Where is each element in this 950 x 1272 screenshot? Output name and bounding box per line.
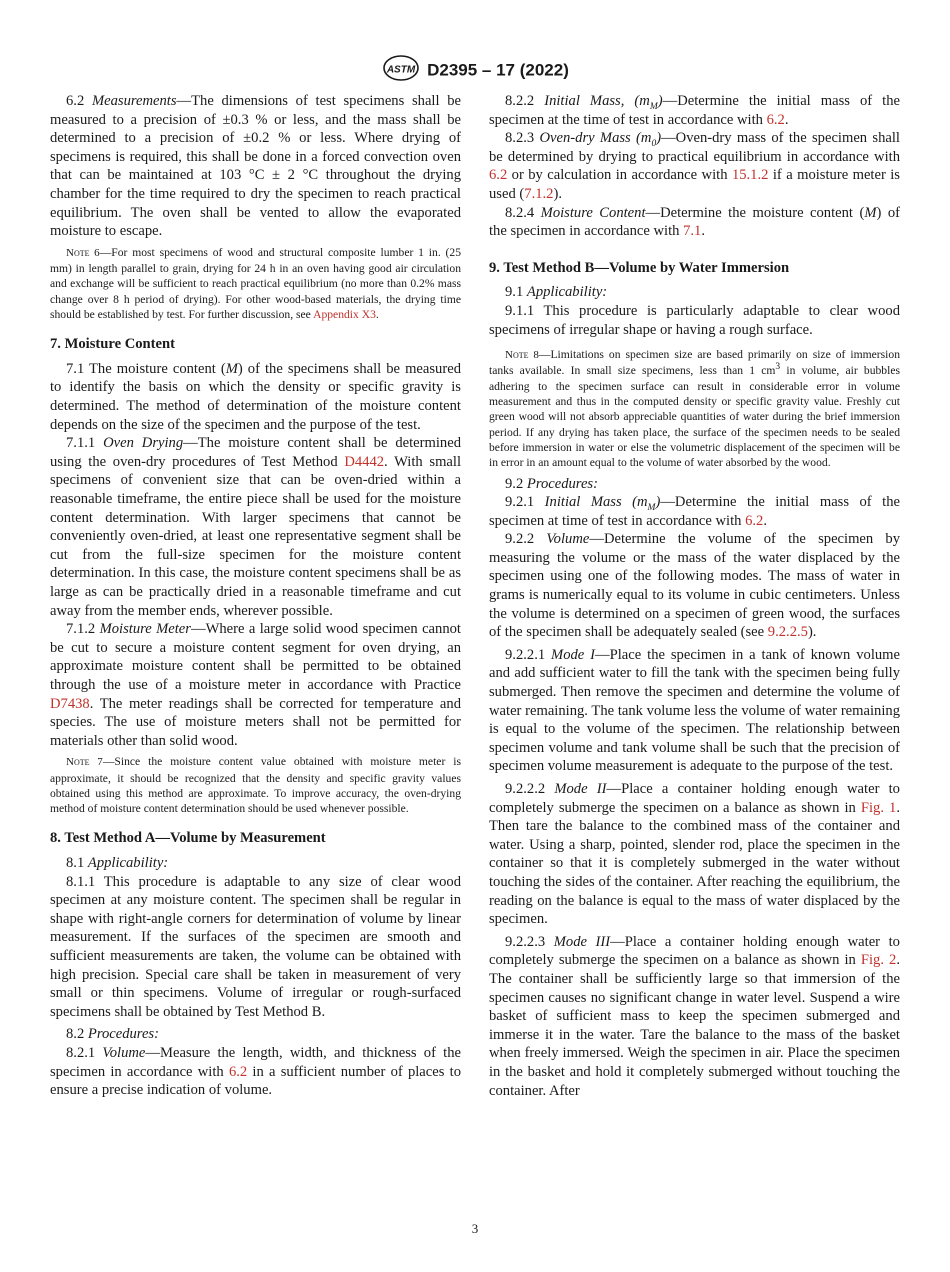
logo-text: ASTM <box>386 64 416 76</box>
note-8: Note 8—Limitations on specimen size are based primarily on size of immersion tanks available. In small size specimens, less than 1 $cm^3$ in volume, air bubbles adhering to the specimen surface can result in considerable error in volume measurement and thus in the computed density or specific gravity value. Freshly cut green wood will not absorb appreciable quantities of water during the brief immersion period. If any drying has taken place, the surface of the specimen needs to be sealed before immersion in water or else the volumetric displacement of the specimen will be in error in an amount equal to the volume of water absorbed by the wood. <box>489 348 900 470</box>
page-number: 3 <box>471 1221 479 1236</box>
section-9-1-1: 9.1.1 This procedure is particularly adaptable to clear wood specimens of irregular shape or having a rough surface. <box>489 302 900 338</box>
section-8-1: 8.1 Applicability: <box>66 855 169 872</box>
page-header <box>0 54 950 87</box>
link-6-2[interactable]: 6.2 <box>745 512 764 529</box>
section-9-2: 9.2 Procedures: <box>505 475 598 492</box>
section-7-1-1: 7.1.1 Oven Drying—The moisture content shall be determined using the oven-dry procedures of Test Method D4442. With small specimens of convenient size that can be oven-dried within a reasonable timeframe, the entire piece shall be used for the moisture content determination. With larger specimens that cannot be conveniently oven-dried, at least one representative segment shall be cut from the full-size specimen for the moisture content determination. In this case, the moisture content specimens shall be as large as can be practically dried in a reasonable timeframe and cut away from the member ends, wherever possible. <box>50 435 462 619</box>
document-code: D2395 – 17 (2022) <box>427 60 569 80</box>
section-8-2-2: 8.2.2 Initial Mass, $(m_M)—Determine$ the initial mass of the specimen at the time of test in accordance with 6.2. <box>489 93 900 128</box>
left-column <box>50 92 461 1100</box>
link-6-2[interactable]: 6.2 <box>766 111 785 128</box>
link-d4442[interactable]: D4442 <box>344 453 385 470</box>
link-fig-2[interactable]: Fig. 2 <box>860 952 897 969</box>
astm-logo-icon <box>381 54 421 87</box>
section-7-1-2: 7.1.2 Moisture Meter—Where a large solid wood specimen cannot be cut to secure a moisture content segment for oven drying, an approximate moisture content shall be permitted to be obtained through the use of a moisture meter in accordance with Practice D7438. The meter readings shall be corrected for temperature and species. The use of moisture meters shall not be permitted for materials other than solid wood. <box>50 621 461 749</box>
section-8-2-4: 8.2.4 Moisture Content—Determine the moisture content (M) of the specimen in accordance with 7.1. <box>489 204 900 240</box>
section-9-2-2-1: 9.2.2.1 Mode I—Place the specimen in a tank of known volume and add sufficient water to fill the tank with the specimen being fully submerged. Then remove the specimen and determine the volume of water remaining. The tank volume less the volume of water remaining is equal to the volume of the specimen. The relationship between specimen volume and tank volume shall be such that the precision of specimen volume measurement is adequate to the purpose of the test. <box>489 646 900 775</box>
section-9-2-1: 9.2.1 Initial Mass $(m_M)—Determine$ the initial mass of the specimen at time of test in accordance with 6.2. <box>489 494 900 529</box>
section-8-2: 8.2 Procedures: <box>66 1026 159 1043</box>
heading-8: 8. Test Method A—Volume by Measurement <box>50 830 326 847</box>
link-6-2[interactable]: 6.2 <box>489 167 508 184</box>
section-8-2-1: 8.2.1 Volume—Measure the length, width, and thickness of the specimen in accordance with 6.2 in a sufficient number of places to ensure a precise indication of volume. <box>50 1045 462 1099</box>
section-9-2-2-3: 9.2.2.3 Mode III—Place a container holding enough water to completely submerge the specimen on a balance as shown in Fig. 2. The container shall be sufficiently large so that immersion of the specimen causes no significant change in water level. Suspend a wire basket of sufficient mass to keep the specimen submerged and immerse it in the water. Tare the balance to the mass of the basket when freely immersed. Weigh the specimen in air. Place the specimen in the basket and hold it completely submerged without touching the container. After <box>489 933 900 1099</box>
section-8-2-3: 8.2.3 Oven-dry Mass $(m_0)—Oven$-dry mass of the specimen shall be determined by drying to practical equilibrium in accordance with 6.2 or by calculation in accordance with 15.1.2 if a moisture meter is used (7.1.2). <box>489 130 900 202</box>
section-9-2-2: 9.2.2 Volume—Determine the volume of the specimen by measuring the volume or the mass of the water displaced by the specimen using one of the following modes. The mass of water in grams is numerically equal to its volume in cubic centimeters. Unless the volume is determined on a specimen of green wood, the surfaces of the specimen shall be adequately sealed (see 9.2.2.5). <box>489 531 900 641</box>
note-6: Note 6—For most specimens of wood and structural composite lumber 1 in. (25 mm) in length parallel to grain, drying for 24 h in an oven having good air circulation and exchange will be sufficient to reach practical equilibrium (no more than 0.2% mass change over 8 h period of drying). For other wood-based materials, the drying time should be established by test. For further discussion, see Appendix X3. <box>50 245 461 321</box>
link-9-2-2-5[interactable]: 9.2.2.5 <box>767 624 808 641</box>
link-6-2[interactable]: 6.2 <box>228 1063 248 1080</box>
link-7-1-2[interactable]: 7.1.2 <box>524 185 554 202</box>
right-column <box>489 92 900 1100</box>
link-d7438[interactable]: D7438 <box>50 695 90 712</box>
section-9-1: 9.1 Applicability: <box>505 284 608 301</box>
link-7-1[interactable]: 7.1 <box>683 223 702 240</box>
section-6-2: 6.2 Measurements—The dimensions of test specimens shall be measured to a precision of ±0.3 % or less, and the mass shall be determined to a precision of ±0.2 % or less. Where drying of specimens is required, this shall be done in a forced convection oven that can be maintained at 103 °C ± 2 °C throughout the drying chamber for the time required to dry the specimen to reach practical equilibrium. The oven shall be vented to allow the evaporated moisture to escape. <box>50 93 461 240</box>
section-9-2-2-2: 9.2.2.2 Mode II—Place a container holding enough water to completely submerge the specimen on a balance as shown in Fig. 1. Then tare the balance to the combined mass of the container and water. Using a sharp, pointed, slender rod, place the specimen in the container so that it is completely submerged in the water without touching the sides of the container. After reaching the equilibrium, the reading on the balance is equal to the mass of water displaced by the specimen. <box>489 781 900 928</box>
section-8-1-1: 8.1.1 This procedure is adaptable to any size of clear wood specimen at any moisture content. The specimen shall be regular in shape with right-angle corners for determination of volume by linear measurement. If the surfaces of the specimen are smooth and sufficient measurements are taken, the volume can be obtained with high precision. Special care shall be taken in measurement of very small or thin specimens. Volume of irregular or rough-surfaced specimens shall be obtained by Test Method B. <box>50 873 461 1020</box>
link-15-1-2[interactable]: 15.1.2 <box>731 167 769 184</box>
heading-7: 7. Moisture Content <box>50 336 175 353</box>
section-7-1: 7.1 The moisture content (M) of the specimens shall be measured to identify the basis on which the density or specific gravity is determined. The method of determination of the moisture content depends on the size of the specimen and the purpose of the test. <box>50 360 461 433</box>
link-fig-1[interactable]: Fig. 1 <box>860 799 897 816</box>
heading-9: 9. Test Method B—Volume by Water Immersion <box>489 259 790 276</box>
link-appendix-x3[interactable]: Appendix X3 <box>313 307 376 321</box>
note-7: Note 7—Since the moisture content value obtained with moisture meter is approximate, it should be recognized that the density and specific gravity values obtained using this method are approximate. To improve accuracy, the oven-drying method of moisture content determination should be used whenever possible. <box>50 755 461 816</box>
